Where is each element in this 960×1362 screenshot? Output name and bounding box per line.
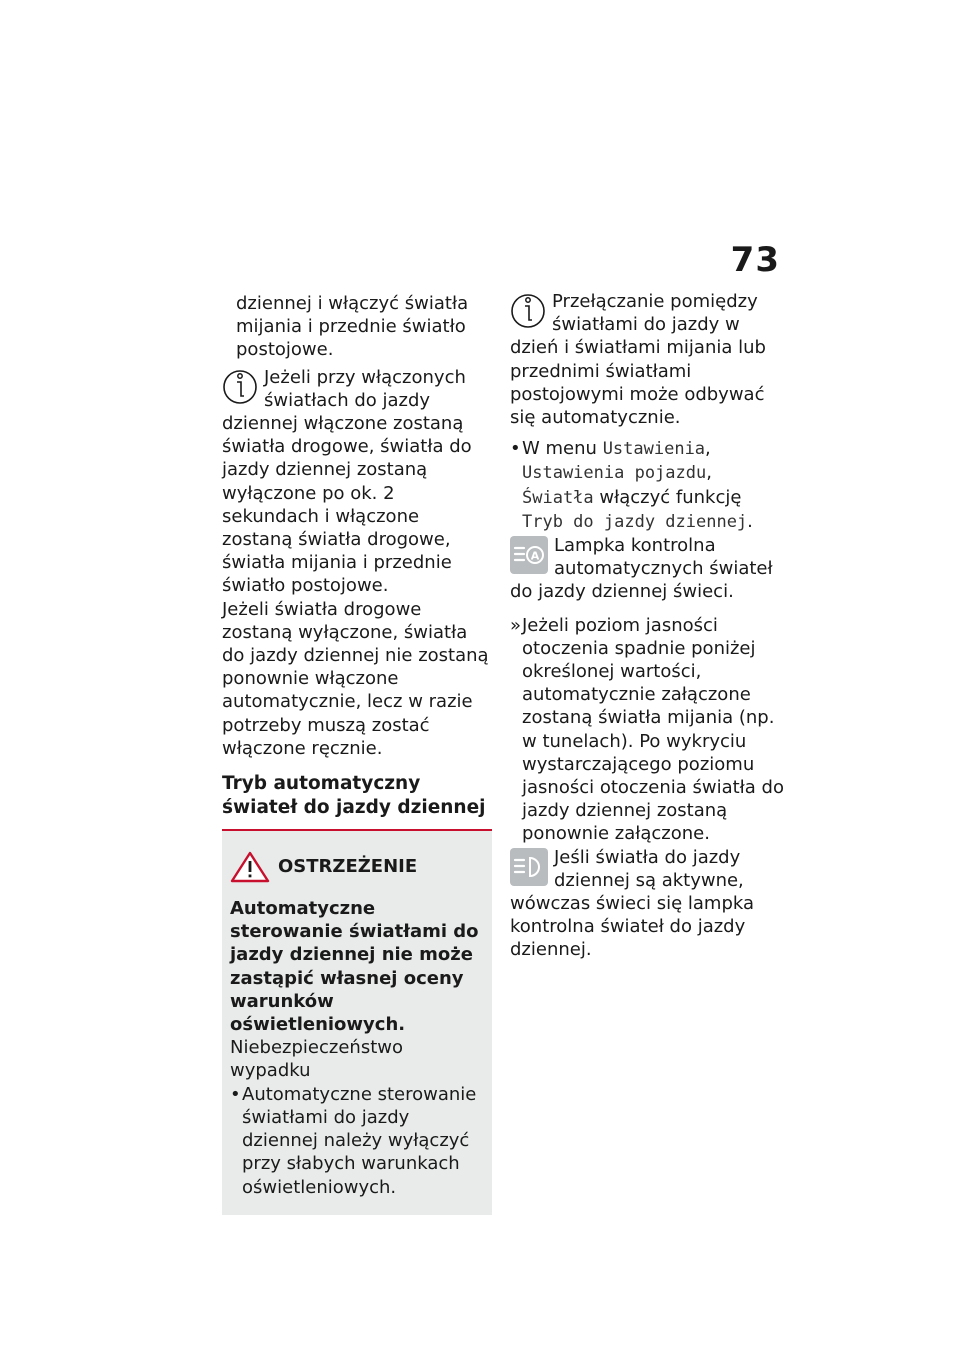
step-menu (510, 437, 788, 534)
warning-title: OSTRZEŻENIE (278, 856, 418, 878)
page-number: 73 (730, 240, 780, 280)
info-note (222, 366, 492, 598)
info-note-auto-switch (510, 290, 788, 429)
menu-vehicle-settings: Ustawienia pojazdu (522, 463, 707, 484)
lamp-note-text: Jeśli światła do jazdy dziennej są aktywne, wówczas świeci się lampka kontrolna świateł do jazdy dziennej. (510, 846, 755, 961)
warning-header (230, 851, 486, 883)
warning-bullet: • Automatyczne sterowanie światłami do jazdy dziennej należy wyłączyć przy słabych warunkach oświetleniowych. (230, 1083, 486, 1199)
svg-text:A: A (530, 549, 540, 563)
result-arrow-icon: » (510, 614, 522, 636)
left-column (222, 292, 492, 1215)
lamp-note-text: Lampka kontrolna automatycznych świateł do jazdy dziennej świeci. (510, 535, 773, 603)
warning-danger: Niebezpieczeństwo wypadku (230, 1037, 403, 1082)
step-prefix: W menu (522, 438, 597, 460)
step-end: . (747, 510, 753, 532)
step-mid: włączyć funkcję (599, 486, 742, 508)
info-note-text: Jeżeli przy włączonych światłach do jazdy dziennej włączone zostaną światła drogowe, światła do jazdy dziennej zostaną wyłączone po ok. 2 sekundach i włączone zostaną światła drogowe, światła mijania i przednie światło postojowe. (222, 366, 472, 597)
paragraph-high-beam: Jeżeli światła drogowe zostaną wyłączone, światła do jazdy dziennej nie zostaną ponownie włączone automatycznie, lecz w razie potrzeby muszą zostać włączone ręcznie. (222, 598, 489, 759)
info-icon (510, 292, 546, 330)
daytime-light-indicator-icon (510, 848, 548, 886)
info-icon (222, 368, 258, 406)
menu-sep-1: , (705, 438, 711, 460)
section-heading: Tryb automatyczny świateł do jazdy dziennej (222, 773, 486, 818)
result-text: Jeżeli poziom jasności otoczenia spadnie poniżej określonej wartości, automatycznie załączone zostaną światła mijania (np. w tunelach). Po wykryciu wystarczającego poziomu jasności otoczenia światła do jazdy dziennej zostaną ponownie załączone. (522, 614, 784, 845)
menu-sep-2: , (706, 462, 712, 484)
menu-lights: Światła (522, 487, 594, 508)
info-note-text: Przełączanie pomiędzy światłami do jazdy w dzień i światłami mijania lub przednimi światłami postojowymi może odbywać się automatycznie. (510, 291, 766, 429)
menu-daytime-mode: Tryb do jazdy dziennej (522, 511, 748, 532)
warning-bold-text: Automatyczne sterowanie światłami do jazdy dziennej nie może zastąpić własnej oceny warunków oświetleniowych. (230, 898, 479, 1036)
paragraph-continuation: dziennej i włączyć światła mijania i przednie światło postojowe. (236, 293, 469, 361)
warning-triangle-icon (230, 851, 270, 883)
lamp-note-auto (510, 534, 788, 604)
menu-settings: Ustawienia (602, 439, 706, 460)
right-column (510, 290, 788, 962)
warning-box (222, 831, 492, 1215)
result-item (510, 614, 788, 846)
lamp-note-active (510, 846, 788, 962)
auto-daytime-light-indicator-icon (510, 536, 548, 574)
